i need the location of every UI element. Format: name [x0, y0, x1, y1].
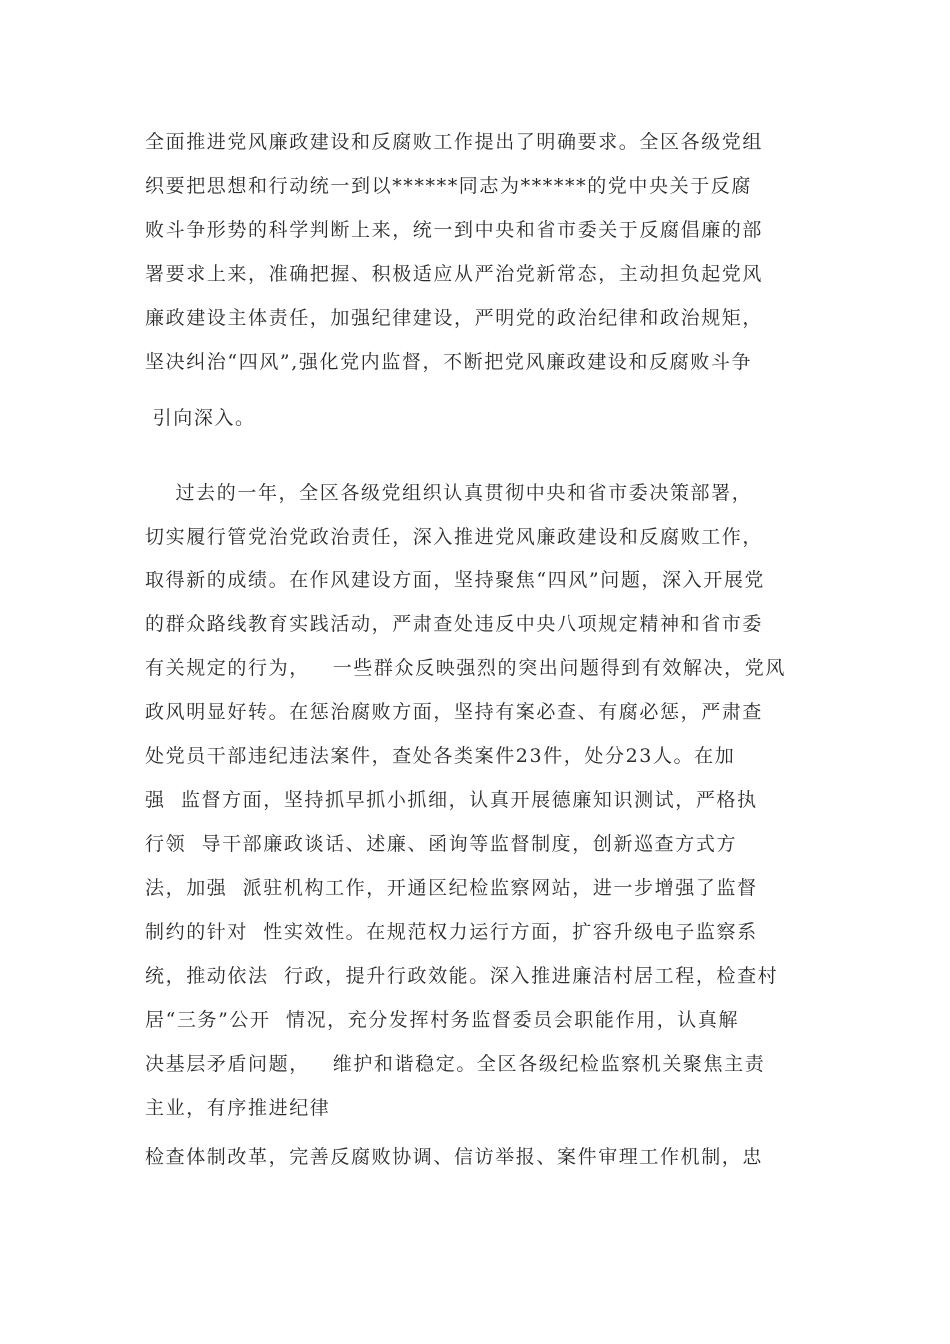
text-line: 败斗争形势的科学判断上来，统一到中央和省市委关于反腐倡廉的部: [145, 219, 764, 241]
text-line: 强 监督方面，坚持抓早抓小抓细，认真开展德廉知识测试，严格执: [145, 789, 758, 811]
text-line: 的群众路线教育实践活动，严肃查处违反中央八项规定精神和省市委: [145, 613, 764, 635]
text-line: 引向深入。: [145, 407, 256, 429]
text-line: 统，推动依法 行政，提升行政效能。深入推进廉洁村居工程，检查村: [145, 965, 779, 987]
text-line: 有关规定的行为， 一些群众反映强烈的突出问题得到有效解决，党风: [145, 657, 786, 679]
text-line: 主业，有序推进纪律: [145, 1097, 331, 1119]
text-line: 制约的针对 性实效性。在规范权力运行方面，扩容升级电子监察系: [145, 921, 758, 943]
text-line: 行领 导干部廉政谈话、述廉、函询等监督制度，创新巡查方式方: [145, 833, 738, 855]
text-line: 处党员干部违纪违法案件，查处各类案件23件，处分23人。在加: [145, 745, 736, 767]
text-line: 切实履行管党治党政治责任，深入推进党风廉政建设和反腐败工作，: [145, 526, 764, 548]
text-line: 检查体制改革，完善反腐败协调、信访举报、案件审理工作机制，忠: [145, 1146, 764, 1168]
text-line: 署要求上来，准确把握、积极适应从严治党新常态，主动担负起党风: [145, 263, 764, 285]
text-line: 过去的一年，全区各级党组织认真贯彻中央和省市委决策部署，: [145, 482, 753, 504]
text-line: 法，加强 派驻机构工作，开通区纪检监察网站，进一步增强了监督: [145, 877, 758, 899]
text-line: 居“三务”公开 情况，充分发挥村务监督委员会职能作用，认真解: [145, 1009, 740, 1031]
text-line: 织要把思想和行动统一到以******同志为******的党中央关于反腐: [145, 175, 753, 197]
text-line: 决基层矛盾问题， 维护和谐稳定。全区各级纪检监察机关聚焦主责: [145, 1053, 766, 1075]
text-line: 坚决纠治“四风”,强化党内监督，不断把党风廉政建设和反腐败斗争: [145, 351, 753, 373]
text-line: 政风明显好转。在惩治腐败方面，坚持有案必查、有腐必惩，严肃查: [145, 701, 764, 723]
text-line: 廉政建设主体责任，加强纪律建设，严明党的政治纪律和政治规矩，: [145, 307, 764, 329]
text-line: 全面推进党风廉政建设和反腐败工作提出了明确要求。全区各级党组: [145, 131, 764, 153]
text-line: 取得新的成绩。在作风建设方面，坚持聚焦“四风”问题，深入开展党: [145, 569, 766, 591]
